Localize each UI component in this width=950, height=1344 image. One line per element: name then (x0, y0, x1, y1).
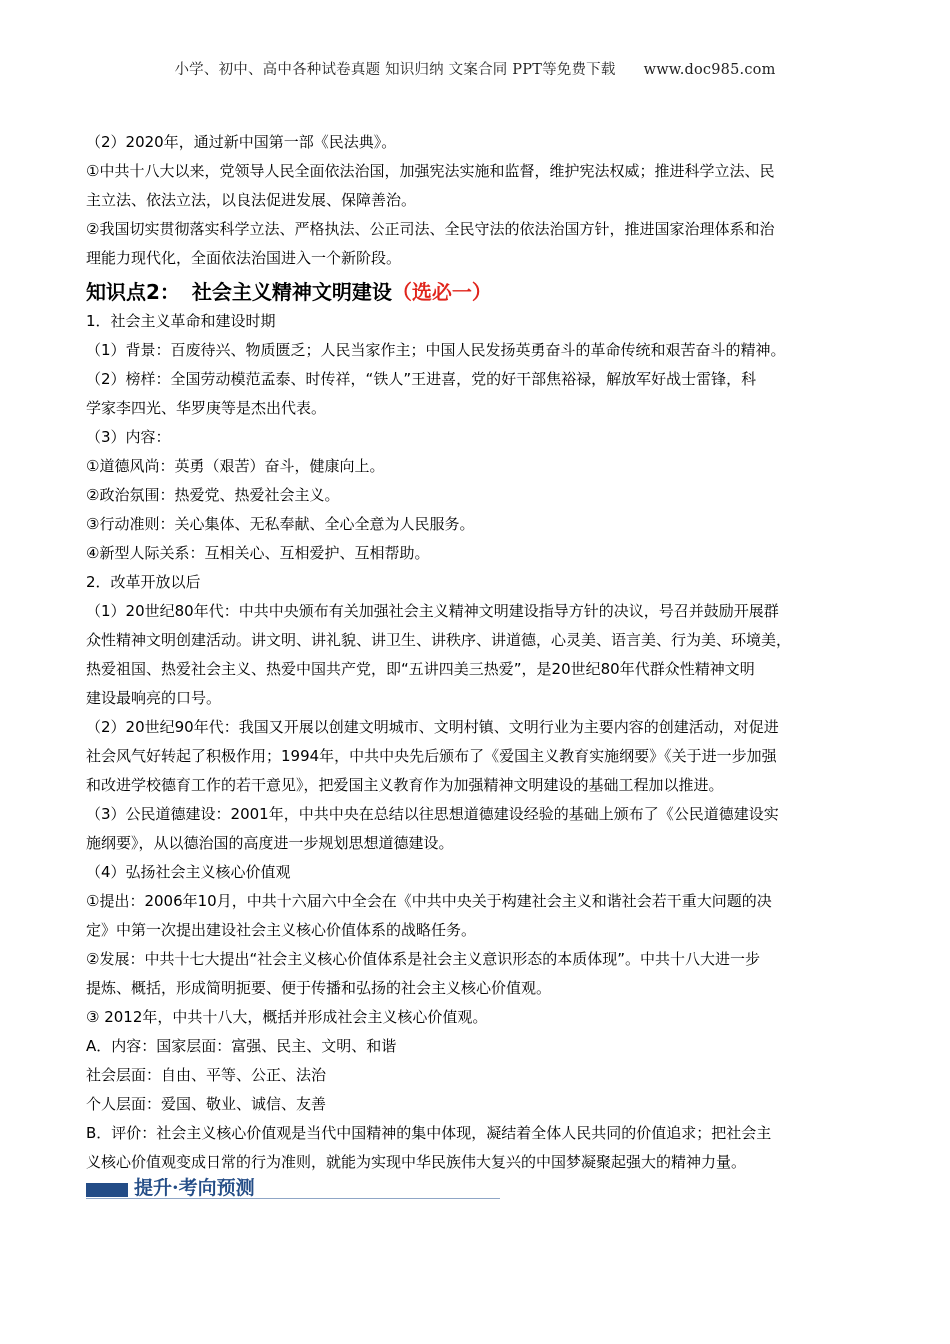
text-line: （1）20世纪80年代：中共中央颁布有关加强社会主义精神文明建设指导方针的决议，号召并鼓励开展群 (86, 602, 779, 620)
text-line: （1）背景：百废待兴、物质匮乏；人民当家作主；中国人民发扬英勇奋斗的革命传统和艰苦奋斗的精神。 (86, 341, 786, 359)
text-line: 个人层面：爱国、敬业、诚信、友善 (86, 1095, 327, 1113)
text-line: 理能力现代化，全面依法治国进入一个新阶段。 (86, 249, 402, 267)
text-line: 定》中第一次提出建设社会主义核心价值体系的战略任务。 (86, 921, 477, 939)
text-line: （4）弘扬社会主义核心价值观 (86, 863, 291, 881)
text-line: 主立法、依法立法，以良法促进发展、保障善治。 (86, 191, 417, 209)
text-line: ①中共十八大以来，党领导人民全面依法治国，加强宪法实施和监督，维护宪法权威；推进科学立法、民 (86, 162, 775, 180)
text-line: ④新型人际关系：互相关心、互相爱护、互相帮助。 (86, 544, 430, 562)
text-line: ①道德风尚：英勇（艰苦）奋斗，健康向上。 (86, 457, 385, 475)
section-banner (86, 1174, 500, 1204)
text-line: 学家李四光、华罗庚等是杰出代表。 (86, 399, 327, 417)
text-line: ③行动准则：关心集体、无私奉献、全心全意为人民服务。 (86, 515, 475, 533)
heading-title: 社会主义精神文明建设 (191, 280, 392, 304)
document-body (86, 128, 866, 1177)
header-text: 小学、初中、高中各种试卷真题 知识归纳 文案合同 PPT等免费下载 (174, 62, 616, 78)
text-line: 2．改革开放以后 (86, 573, 201, 591)
text-line: （2）榜样：全国劳动模范孟泰、时传祥，“铁人”王进喜，党的好干部焦裕禄，解放军好战士雷锋，科 (86, 370, 757, 388)
text-line: A．内容：国家层面：富强、民主、文明、和谐 (86, 1037, 397, 1055)
section-heading (86, 275, 866, 309)
text-line: （3）公民道德建设：2001年，中共中央在总结以往思想道德建设经验的基础上颁布了《公民道德建设实 (86, 805, 779, 823)
text-line: ③ 2012年，中共十八大，概括并形成社会主义核心价值观。 (86, 1008, 488, 1026)
text-line: 施纲要》，从以德治国的高度进一步规划思想道德建设。 (86, 834, 454, 852)
text-line: （3）内容： (86, 428, 171, 446)
text-line: 社会层面：自由、平等、公正、法治 (86, 1066, 327, 1084)
text-line: 热爱祖国、热爱社会主义、热爱中国共产党，即“五讲四美三热爱”，是20世纪80年代群众性精神文明 (86, 660, 755, 678)
page-header (0, 58, 950, 79)
text-line: B．评价：社会主义核心价值观是当代中国精神的集中体现，凝结着全体人民共同的价值追求；把社会主 (86, 1124, 772, 1142)
text-line: 义核心价值观变成日常的行为准则，就能为实现中华民族伟大复兴的中国梦凝聚起强大的精神力量。 (86, 1153, 747, 1171)
text-line: ②我国切实贯彻落实科学立法、严格执法、公正司法、全民守法的依法治国方针，推进国家治理体系和治 (86, 220, 775, 238)
heading-prefix: 知识点2： (86, 280, 180, 304)
text-line: （2）20世纪90年代：我国又开展以创建文明城市、文明村镇、文明行业为主要内容的创建活动，对促进 (86, 718, 779, 736)
banner-title: 提升·考向预测 (134, 1177, 255, 1199)
text-line: 众性精神文明创建活动。讲文明、讲礼貌、讲卫生、讲秩序、讲道德，心灵美、语言美、行为美、环境美， (86, 631, 792, 649)
text-line: 1．社会主义革命和建设时期 (86, 312, 276, 330)
text-line: ②政治氛围：热爱党、热爱社会主义。 (86, 486, 340, 504)
header-url: www.doc985.com (643, 62, 776, 78)
text-line: ②发展：中共十七大提出“社会主义核心价值体系是社会主义意识形态的本质体现”。中共十八大进一步 (86, 950, 760, 968)
text-line: 和改进学校德育工作的若干意见》，把爱国主义教育作为加强精神文明建设的基础工程加以推进。 (86, 776, 724, 794)
banner-bar (86, 1183, 128, 1197)
heading-tag: （选必一） (391, 280, 492, 304)
text-line: 提炼、概括，形成简明扼要、便于传播和弘扬的社会主义核心价值观。 (86, 979, 552, 997)
text-line: 建设最响亮的口号。 (86, 689, 222, 707)
text-line: （2）2020年，通过新中国第一部《民法典》。 (86, 133, 397, 151)
text-line: 社会风气好转起了积极作用；1994年，中共中央先后颁布了《爱国主义教育实施纲要》《关于进一步加强 (86, 747, 777, 765)
text-line: ①提出：2006年10月，中共十六届六中全会在《中共中央关于构建社会主义和谐社会若干重大问题的决 (86, 892, 772, 910)
